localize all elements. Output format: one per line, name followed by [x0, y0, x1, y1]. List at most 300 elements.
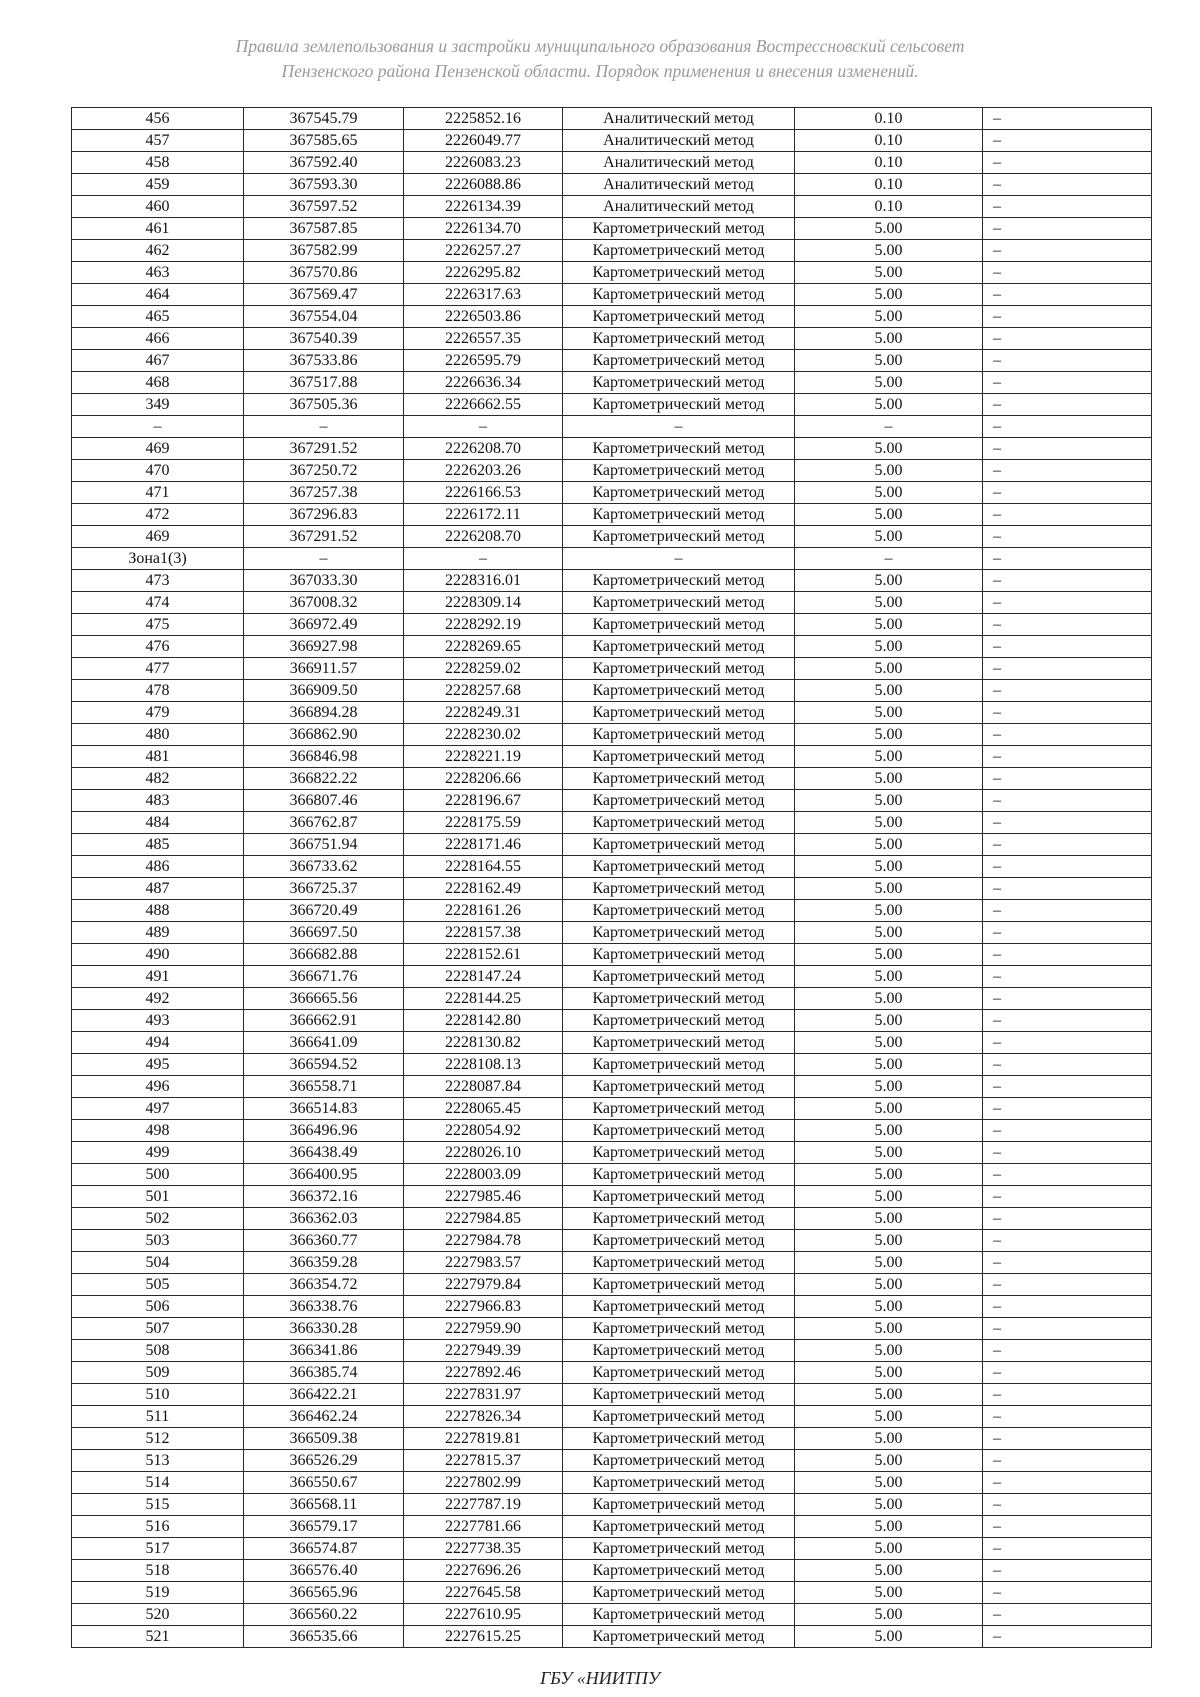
cell-note: –: [983, 1076, 1152, 1098]
cell-coordinate-x: 366558.71: [244, 1076, 404, 1098]
table-row: [72, 548, 1152, 570]
cell-note: –: [983, 702, 1152, 724]
cell-coordinate-x: 367291.52: [244, 438, 404, 460]
table-row: [72, 1362, 1152, 1384]
cell-point-number: 457: [72, 130, 244, 152]
cell-coordinate-x: 366751.94: [244, 834, 404, 856]
cell-method: Картометрический метод: [563, 1340, 795, 1362]
cell-accuracy: 5.00: [795, 1186, 983, 1208]
cell-coordinate-y: 2227985.46: [404, 1186, 563, 1208]
table-row: [72, 812, 1152, 834]
cell-coordinate-y: 2227819.81: [404, 1428, 563, 1450]
cell-accuracy: 5.00: [795, 944, 983, 966]
cell-coordinate-y: 2228087.84: [404, 1076, 563, 1098]
cell-accuracy: 5.00: [795, 790, 983, 812]
cell-note: –: [983, 174, 1152, 196]
table-row: [72, 834, 1152, 856]
cell-method: Картометрический метод: [563, 1428, 795, 1450]
cell-coordinate-x: 366565.96: [244, 1582, 404, 1604]
cell-coordinate-y: 2226662.55: [404, 394, 563, 416]
cell-note: –: [983, 1054, 1152, 1076]
cell-coordinate-y: 2226049.77: [404, 130, 563, 152]
table-row: [72, 1186, 1152, 1208]
cell-coordinate-y: 2227815.37: [404, 1450, 563, 1472]
cell-point-number: 520: [72, 1604, 244, 1626]
cell-accuracy: 5.00: [795, 482, 983, 504]
cell-note: –: [983, 416, 1152, 438]
table-row: [72, 636, 1152, 658]
cell-note: –: [983, 1010, 1152, 1032]
cell-coordinate-x: 367582.99: [244, 240, 404, 262]
cell-note: –: [983, 350, 1152, 372]
table-row: [72, 526, 1152, 548]
cell-coordinate-x: 367505.36: [244, 394, 404, 416]
cell-note: –: [983, 1560, 1152, 1582]
cell-point-number: 509: [72, 1362, 244, 1384]
cell-coordinate-x: 366526.29: [244, 1450, 404, 1472]
cell-point-number: 466: [72, 328, 244, 350]
table-row: [72, 284, 1152, 306]
cell-accuracy: 5.00: [795, 460, 983, 482]
cell-accuracy: 0.10: [795, 152, 983, 174]
table-row: [72, 1230, 1152, 1252]
cell-note: –: [983, 724, 1152, 746]
cell-method: Картометрический метод: [563, 526, 795, 548]
table-row: [72, 1120, 1152, 1142]
cell-note: –: [983, 1208, 1152, 1230]
cell-note: –: [983, 1340, 1152, 1362]
cell-coordinate-x: 366330.28: [244, 1318, 404, 1340]
cell-accuracy: 5.00: [795, 394, 983, 416]
cell-coordinate-y: 2228003.09: [404, 1164, 563, 1186]
cell-note: –: [983, 284, 1152, 306]
cell-note: –: [983, 1318, 1152, 1340]
cell-accuracy: 5.00: [795, 240, 983, 262]
cell-point-number: 507: [72, 1318, 244, 1340]
cell-note: –: [983, 592, 1152, 614]
cell-note: –: [983, 1296, 1152, 1318]
cell-method: Картометрический метод: [563, 1010, 795, 1032]
cell-accuracy: 5.00: [795, 1252, 983, 1274]
cell-coordinate-y: 2228257.68: [404, 680, 563, 702]
cell-coordinate-y: 2226317.63: [404, 284, 563, 306]
cell-method: Картометрический метод: [563, 570, 795, 592]
cell-method: Картометрический метод: [563, 1296, 795, 1318]
page-footer: ГБУ «НИИТПУ: [540, 1668, 660, 1688]
cell-coordinate-y: 2227966.83: [404, 1296, 563, 1318]
cell-coordinate-x: 367585.65: [244, 130, 404, 152]
cell-accuracy: –: [795, 416, 983, 438]
cell-coordinate-x: 367593.30: [244, 174, 404, 196]
cell-coordinate-y: 2228152.61: [404, 944, 563, 966]
cell-method: Картометрический метод: [563, 1626, 795, 1648]
cell-coordinate-x: 366911.57: [244, 658, 404, 680]
cell-method: Картометрический метод: [563, 1186, 795, 1208]
cell-accuracy: 5.00: [795, 306, 983, 328]
cell-point-number: 490: [72, 944, 244, 966]
cell-method: Картометрический метод: [563, 504, 795, 526]
cell-point-number: 476: [72, 636, 244, 658]
cell-coordinate-x: 366641.09: [244, 1032, 404, 1054]
cell-point-number: 486: [72, 856, 244, 878]
cell-accuracy: 5.00: [795, 1626, 983, 1648]
cell-coordinate-y: 2228026.10: [404, 1142, 563, 1164]
cell-method: Картометрический метод: [563, 636, 795, 658]
cell-accuracy: 0.10: [795, 108, 983, 130]
cell-note: –: [983, 1120, 1152, 1142]
cell-point-number: 494: [72, 1032, 244, 1054]
cell-coordinate-y: 2228157.38: [404, 922, 563, 944]
table-row: [72, 614, 1152, 636]
cell-accuracy: 0.10: [795, 196, 983, 218]
cell-accuracy: 5.00: [795, 1582, 983, 1604]
table-row: [72, 1340, 1152, 1362]
cell-coordinate-y: –: [404, 548, 563, 570]
cell-accuracy: 5.00: [795, 1318, 983, 1340]
cell-point-number: 518: [72, 1560, 244, 1582]
cell-note: –: [983, 834, 1152, 856]
cell-point-number: 488: [72, 900, 244, 922]
table-row: [72, 1582, 1152, 1604]
cell-method: Картометрический метод: [563, 482, 795, 504]
cell-point-number: 503: [72, 1230, 244, 1252]
cell-note: –: [983, 1230, 1152, 1252]
cell-coordinate-y: 2228161.26: [404, 900, 563, 922]
table-row: [72, 856, 1152, 878]
table-row: [72, 108, 1152, 130]
cell-point-number: 459: [72, 174, 244, 196]
cell-note: –: [983, 1472, 1152, 1494]
cell-coordinate-y: 2226208.70: [404, 438, 563, 460]
cell-accuracy: 5.00: [795, 1054, 983, 1076]
cell-accuracy: 5.00: [795, 328, 983, 350]
cell-point-number: 502: [72, 1208, 244, 1230]
table-row: [72, 790, 1152, 812]
cell-coordinate-y: 2228147.24: [404, 966, 563, 988]
cell-method: Картометрический метод: [563, 438, 795, 460]
table-row: [72, 1450, 1152, 1472]
cell-note: –: [983, 1604, 1152, 1626]
table-row: [72, 746, 1152, 768]
cell-note: –: [983, 130, 1152, 152]
cell-accuracy: 5.00: [795, 350, 983, 372]
cell-point-number: 506: [72, 1296, 244, 1318]
cell-coordinate-y: 2226203.26: [404, 460, 563, 482]
table-row: [72, 1208, 1152, 1230]
cell-coordinate-x: 366662.91: [244, 1010, 404, 1032]
cell-coordinate-y: 2228065.45: [404, 1098, 563, 1120]
cell-coordinate-y: 2228175.59: [404, 812, 563, 834]
cell-coordinate-x: 366576.40: [244, 1560, 404, 1582]
table-row: [72, 966, 1152, 988]
cell-coordinate-y: 2226083.23: [404, 152, 563, 174]
cell-coordinate-y: 2227787.19: [404, 1494, 563, 1516]
cell-method: Картометрический метод: [563, 1582, 795, 1604]
cell-method: Аналитический метод: [563, 196, 795, 218]
cell-accuracy: 5.00: [795, 680, 983, 702]
page-header: [0, 34, 1200, 84]
cell-note: –: [983, 570, 1152, 592]
cell-point-number: 514: [72, 1472, 244, 1494]
cell-coordinate-y: 2228196.67: [404, 790, 563, 812]
cell-coordinate-x: 366362.03: [244, 1208, 404, 1230]
cell-point-number: 482: [72, 768, 244, 790]
cell-point-number: 491: [72, 966, 244, 988]
table-row: [72, 482, 1152, 504]
cell-coordinate-y: 2227645.58: [404, 1582, 563, 1604]
cell-coordinate-x: 366733.62: [244, 856, 404, 878]
cell-accuracy: 5.00: [795, 526, 983, 548]
cell-coordinate-y: –: [404, 416, 563, 438]
cell-point-number: 481: [72, 746, 244, 768]
table-row: [72, 328, 1152, 350]
cell-accuracy: 0.10: [795, 174, 983, 196]
cell-point-number: 472: [72, 504, 244, 526]
cell-coordinate-y: 2227781.66: [404, 1516, 563, 1538]
cell-method: Картометрический метод: [563, 614, 795, 636]
cell-note: –: [983, 922, 1152, 944]
cell-point-number: 458: [72, 152, 244, 174]
cell-coordinate-x: 367587.85: [244, 218, 404, 240]
cell-method: Аналитический метод: [563, 130, 795, 152]
cell-coordinate-x: 366807.46: [244, 790, 404, 812]
cell-accuracy: 5.00: [795, 504, 983, 526]
cell-coordinate-y: 2228144.25: [404, 988, 563, 1010]
table-row: [72, 1010, 1152, 1032]
table-row: [72, 460, 1152, 482]
table-row: [72, 1516, 1152, 1538]
cell-coordinate-y: 2227615.25: [404, 1626, 563, 1648]
cell-coordinate-x: 366438.49: [244, 1142, 404, 1164]
table-row: [72, 306, 1152, 328]
cell-point-number: 499: [72, 1142, 244, 1164]
cell-coordinate-y: 2226172.11: [404, 504, 563, 526]
table-row: [72, 1296, 1152, 1318]
cell-point-number: 516: [72, 1516, 244, 1538]
cell-coordinate-y: 2226134.70: [404, 218, 563, 240]
cell-point-number: 517: [72, 1538, 244, 1560]
cell-accuracy: 5.00: [795, 988, 983, 1010]
cell-accuracy: 5.00: [795, 262, 983, 284]
cell-method: Картометрический метод: [563, 262, 795, 284]
cell-coordinate-x: 366514.83: [244, 1098, 404, 1120]
cell-coordinate-y: 2226636.34: [404, 372, 563, 394]
table-row: [72, 988, 1152, 1010]
cell-method: Картометрический метод: [563, 372, 795, 394]
table-row: [72, 218, 1152, 240]
cell-coordinate-y: 2228309.14: [404, 592, 563, 614]
cell-coordinate-x: 367570.86: [244, 262, 404, 284]
cell-accuracy: 5.00: [795, 878, 983, 900]
cell-coordinate-y: 2228230.02: [404, 724, 563, 746]
cell-accuracy: 5.00: [795, 1076, 983, 1098]
cell-coordinate-x: 366509.38: [244, 1428, 404, 1450]
cell-coordinate-y: 2227802.99: [404, 1472, 563, 1494]
cell-method: Картометрический метод: [563, 944, 795, 966]
cell-point-number: 498: [72, 1120, 244, 1142]
cell-note: –: [983, 1032, 1152, 1054]
cell-method: Картометрический метод: [563, 790, 795, 812]
cell-accuracy: 5.00: [795, 218, 983, 240]
cell-coordinate-y: 2228269.65: [404, 636, 563, 658]
cell-method: Картометрический метод: [563, 988, 795, 1010]
cell-note: –: [983, 680, 1152, 702]
cell-note: –: [983, 812, 1152, 834]
cell-method: Картометрический метод: [563, 812, 795, 834]
cell-accuracy: 5.00: [795, 1516, 983, 1538]
cell-point-number: 513: [72, 1450, 244, 1472]
cell-coordinate-y: 2227831.97: [404, 1384, 563, 1406]
cell-accuracy: 5.00: [795, 1296, 983, 1318]
cell-point-number: 519: [72, 1582, 244, 1604]
table-row: [72, 724, 1152, 746]
cell-coordinate-x: 366535.66: [244, 1626, 404, 1648]
cell-note: –: [983, 262, 1152, 284]
cell-point-number: 478: [72, 680, 244, 702]
coordinates-table-body: [72, 108, 1152, 1648]
cell-coordinate-x: 366909.50: [244, 680, 404, 702]
header-line-2: Пензенского района Пензенской области. Порядок применения и внесения изменений.: [281, 61, 919, 81]
table-row: [72, 592, 1152, 614]
cell-accuracy: 5.00: [795, 900, 983, 922]
cell-coordinate-y: 2228221.19: [404, 746, 563, 768]
table-row: [72, 1054, 1152, 1076]
cell-note: –: [983, 944, 1152, 966]
cell-coordinate-y: 2228316.01: [404, 570, 563, 592]
cell-note: –: [983, 548, 1152, 570]
cell-accuracy: 5.00: [795, 1362, 983, 1384]
cell-method: Картометрический метод: [563, 240, 795, 262]
cell-accuracy: 5.00: [795, 1230, 983, 1252]
cell-point-number: 495: [72, 1054, 244, 1076]
cell-coordinate-y: 2227738.35: [404, 1538, 563, 1560]
cell-coordinate-x: 366682.88: [244, 944, 404, 966]
cell-point-number: 473: [72, 570, 244, 592]
table-row: [72, 1472, 1152, 1494]
cell-point-number: 501: [72, 1186, 244, 1208]
cell-coordinate-y: 2228054.92: [404, 1120, 563, 1142]
table-row: [72, 878, 1152, 900]
cell-note: –: [983, 1450, 1152, 1472]
cell-note: –: [983, 306, 1152, 328]
table-row: [72, 174, 1152, 196]
cell-accuracy: 5.00: [795, 834, 983, 856]
cell-accuracy: 5.00: [795, 1098, 983, 1120]
table-row: [72, 372, 1152, 394]
cell-coordinate-x: 366846.98: [244, 746, 404, 768]
table-row: [72, 658, 1152, 680]
cell-note: –: [983, 1538, 1152, 1560]
cell-point-number: 515: [72, 1494, 244, 1516]
table-row: [72, 1604, 1152, 1626]
cell-coordinate-x: 366462.24: [244, 1406, 404, 1428]
cell-note: –: [983, 1142, 1152, 1164]
cell-coordinate-y: 2226503.86: [404, 306, 563, 328]
cell-method: Картометрический метод: [563, 1274, 795, 1296]
cell-note: –: [983, 1494, 1152, 1516]
cell-accuracy: 5.00: [795, 1472, 983, 1494]
cell-coordinate-x: 366341.86: [244, 1340, 404, 1362]
cell-coordinate-y: 2226595.79: [404, 350, 563, 372]
cell-point-number: 485: [72, 834, 244, 856]
cell-note: –: [983, 1186, 1152, 1208]
cell-coordinate-x: 366568.11: [244, 1494, 404, 1516]
cell-accuracy: 5.00: [795, 1120, 983, 1142]
cell-point-number: –: [72, 416, 244, 438]
cell-accuracy: 5.00: [795, 812, 983, 834]
cell-coordinate-x: 366697.50: [244, 922, 404, 944]
cell-point-number: 492: [72, 988, 244, 1010]
cell-coordinate-y: 2228249.31: [404, 702, 563, 724]
cell-accuracy: 5.00: [795, 1450, 983, 1472]
cell-coordinate-y: 2228206.66: [404, 768, 563, 790]
cell-note: –: [983, 768, 1152, 790]
cell-method: Картометрический метод: [563, 1538, 795, 1560]
cell-point-number: 497: [72, 1098, 244, 1120]
cell-coordinate-x: 366725.37: [244, 878, 404, 900]
cell-method: Картометрический метод: [563, 922, 795, 944]
cell-coordinate-y: 2227983.57: [404, 1252, 563, 1274]
cell-coordinate-x: 366822.22: [244, 768, 404, 790]
cell-method: Картометрический метод: [563, 768, 795, 790]
cell-coordinate-x: 367517.88: [244, 372, 404, 394]
cell-note: –: [983, 394, 1152, 416]
table-row: [72, 944, 1152, 966]
table-row: [72, 570, 1152, 592]
cell-method: Картометрический метод: [563, 1560, 795, 1582]
cell-accuracy: 5.00: [795, 614, 983, 636]
cell-coordinate-y: 2226208.70: [404, 526, 563, 548]
table-row: [72, 1428, 1152, 1450]
cell-point-number: 496: [72, 1076, 244, 1098]
cell-coordinate-y: 2227696.26: [404, 1560, 563, 1582]
cell-note: –: [983, 526, 1152, 548]
table-row: [72, 394, 1152, 416]
cell-method: Картометрический метод: [563, 1098, 795, 1120]
cell-note: –: [983, 1098, 1152, 1120]
cell-point-number: 468: [72, 372, 244, 394]
cell-note: –: [983, 482, 1152, 504]
cell-accuracy: –: [795, 548, 983, 570]
cell-method: Картометрический метод: [563, 1318, 795, 1340]
cell-method: Картометрический метод: [563, 1362, 795, 1384]
cell-coordinate-x: 367597.52: [244, 196, 404, 218]
cell-point-number: 521: [72, 1626, 244, 1648]
cell-note: –: [983, 1274, 1152, 1296]
cell-point-number: 479: [72, 702, 244, 724]
cell-coordinate-y: 2227949.39: [404, 1340, 563, 1362]
table-row: [72, 1076, 1152, 1098]
cell-coordinate-x: 367540.39: [244, 328, 404, 350]
table-row: [72, 196, 1152, 218]
cell-point-number: 477: [72, 658, 244, 680]
cell-accuracy: 5.00: [795, 1164, 983, 1186]
table-row: [72, 680, 1152, 702]
cell-coordinate-x: 366400.95: [244, 1164, 404, 1186]
cell-point-number: 460: [72, 196, 244, 218]
cell-method: Картометрический метод: [563, 1032, 795, 1054]
cell-method: Картометрический метод: [563, 702, 795, 724]
cell-coordinate-x: 366550.67: [244, 1472, 404, 1494]
cell-coordinate-x: 366972.49: [244, 614, 404, 636]
cell-note: –: [983, 636, 1152, 658]
cell-accuracy: 5.00: [795, 1428, 983, 1450]
cell-method: Картометрический метод: [563, 218, 795, 240]
cell-accuracy: 5.00: [795, 768, 983, 790]
cell-coordinate-y: 2228142.80: [404, 1010, 563, 1032]
cell-method: Картометрический метод: [563, 1516, 795, 1538]
cell-note: –: [983, 240, 1152, 262]
